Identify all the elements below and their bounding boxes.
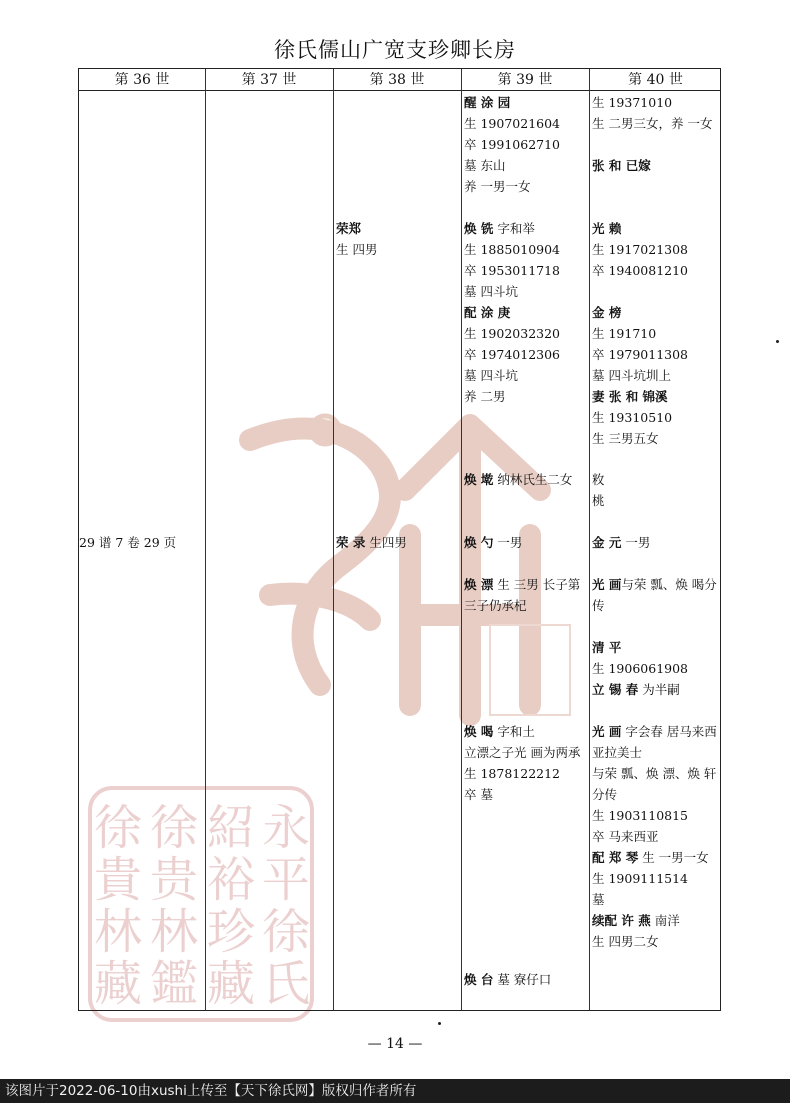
entry-text: 生 19371010 <box>592 95 673 110</box>
person-entry-jinyuan <box>592 532 650 553</box>
person-name: 立 锡 春 <box>592 682 639 697</box>
svg-text:林: 林 <box>149 904 199 960</box>
person-note: 一男 <box>493 535 523 550</box>
entry-text: 墓 <box>592 892 605 907</box>
person-name: 荣 录 <box>336 535 366 550</box>
svg-text:林: 林 <box>93 904 143 960</box>
entry-line <box>592 469 605 490</box>
person-name: 焕 铣 <box>464 221 494 236</box>
entry-text: 卒 1974012306 <box>464 347 561 362</box>
entry-line <box>592 658 688 679</box>
entries-col39-top <box>464 92 560 407</box>
entry-line <box>592 637 688 658</box>
entry-text: 生 1878122212 <box>464 766 561 781</box>
person-note: 一男 <box>621 535 651 550</box>
entry-text: 敉 <box>592 472 605 487</box>
person-name: 配 郑 琴 <box>592 850 639 865</box>
entry-line <box>592 386 688 407</box>
entry-text: 卒 1991062710 <box>464 137 561 152</box>
entry-line <box>464 197 560 218</box>
entry-line <box>464 344 560 365</box>
person-name: 光 赖 <box>592 221 622 236</box>
person-note: 墓 寮仔口 <box>493 972 552 987</box>
entry-text: 字和举 <box>493 221 535 236</box>
page-title: 徐氏儒山广宽支珍卿长房 <box>274 38 516 62</box>
svg-text:氏: 氏 <box>261 956 311 1012</box>
svg-text:徐: 徐 <box>261 904 311 960</box>
entry-line <box>592 847 720 868</box>
entry-text: 桃 <box>592 493 605 508</box>
entry-text: 生 1907021604 <box>464 116 561 131</box>
person-name-rongzheng: 荣郑 <box>336 221 362 236</box>
entries-col40-b <box>592 218 688 449</box>
header-generation-37: 第 37 世 <box>241 72 297 88</box>
entry-line <box>464 763 588 784</box>
entry-line <box>592 218 688 239</box>
entry-line <box>592 113 712 134</box>
entry-line <box>464 386 560 407</box>
person-name: 光 画 <box>592 724 622 739</box>
scan-speck <box>438 1022 441 1025</box>
entry-line <box>592 889 720 910</box>
person-name: 配 涂 庚 <box>464 305 511 320</box>
entry-line <box>592 155 712 176</box>
entry-text: 生 1885010904 <box>464 242 561 257</box>
svg-text:徐: 徐 <box>149 800 199 856</box>
entry-line <box>464 155 560 176</box>
entry-line <box>464 113 560 134</box>
svg-text:徐: 徐 <box>93 800 143 856</box>
entry-text: 生 二男三女，养 一女 <box>592 116 713 131</box>
entry-line <box>592 302 688 323</box>
header-generation-38: 第 38 世 <box>369 72 425 88</box>
entry-line <box>464 260 560 281</box>
person-entry-huanwei <box>464 469 572 490</box>
person-name: 张 和 已嫁 <box>592 158 651 173</box>
entry-text: 为半嗣 <box>638 682 680 697</box>
entry-line <box>592 805 720 826</box>
entry-line <box>464 365 560 386</box>
entry-text: 卒 墓 <box>464 787 493 802</box>
person-name: 焕 漂 <box>464 577 494 592</box>
entry-line <box>592 868 720 889</box>
person-name: 焕 台 <box>464 972 494 987</box>
entry-line <box>464 218 560 239</box>
entry-line <box>592 92 712 113</box>
scan-speck <box>776 340 779 343</box>
svg-text:藏: 藏 <box>93 956 143 1012</box>
entry-text: 南洋 <box>650 913 680 928</box>
person-name: 清 平 <box>592 640 622 655</box>
svg-text:裕: 裕 <box>206 852 256 908</box>
svg-text:紹: 紹 <box>206 800 256 856</box>
entry-text: 与荣 瓢、焕 漂、焕 轩分传 <box>592 766 717 802</box>
entry-text: 生 191710 <box>592 326 657 341</box>
person-entry-huanpiao <box>464 574 588 616</box>
entries-col40-a <box>592 92 712 176</box>
entry-text: 卒 马来西亚 <box>592 829 659 844</box>
entry-line <box>464 721 588 742</box>
header-divider <box>79 90 720 91</box>
entry-text: 生 1902032320 <box>464 326 561 341</box>
entry-text: 卒 1953011718 <box>464 263 561 278</box>
svg-text:貴: 貴 <box>93 852 143 908</box>
entry-line <box>592 428 688 449</box>
entry-text: 墓 东山 <box>464 158 506 173</box>
svg-text:平: 平 <box>261 852 311 908</box>
svg-text:珍: 珍 <box>206 904 256 960</box>
entry-line <box>592 721 720 763</box>
entry-line <box>592 323 688 344</box>
entry-text: 字会春 居马来西亚拉美士 <box>592 724 717 760</box>
entry-line <box>592 826 720 847</box>
entries-col39-huanhe <box>464 721 588 805</box>
genealogy-reference: 29 谱 7 卷 29 页 <box>79 535 177 550</box>
entry-line <box>464 323 560 344</box>
entry-text: 生 19310510 <box>592 410 673 425</box>
entry-line <box>592 931 720 952</box>
entry-line <box>592 281 688 302</box>
entry-line <box>464 176 560 197</box>
person-name: 焕 喝 <box>464 724 494 739</box>
entry-text: 字和土 <box>493 724 535 739</box>
header-generation-40: 第 40 世 <box>628 72 683 88</box>
entry-line <box>464 134 560 155</box>
entry-text: 卒 1979011308 <box>592 347 689 362</box>
person-name: 金 元 <box>592 535 622 550</box>
entry-text: 卒 1940081210 <box>592 263 689 278</box>
entry-line <box>592 260 688 281</box>
entry-line <box>592 763 720 805</box>
svg-text:藏: 藏 <box>206 956 256 1012</box>
entries-col40-c <box>592 469 605 511</box>
person-name: 焕 勺 <box>464 535 494 550</box>
person-entry-guanghua-a <box>592 574 720 616</box>
entry-text: 墓 四斗坑 <box>464 368 518 383</box>
person-note: 生四男 <box>369 535 407 550</box>
entry-text: 生 四男二女 <box>592 934 659 949</box>
person-name: 妻 张 和 锦溪 <box>592 389 668 404</box>
entries-col40-e <box>592 721 720 952</box>
entry-text: 墓 四斗坑 <box>464 284 518 299</box>
person-name: 醒 涂 园 <box>464 95 511 110</box>
header-generation-36: 第 36 世 <box>114 72 170 88</box>
entry-line <box>464 784 588 805</box>
person-entry-huanshao <box>464 532 522 553</box>
entries-col40-d <box>592 637 688 700</box>
person-name: 续配 许 燕 <box>592 913 651 928</box>
entry-line <box>464 92 560 113</box>
person-note: 生 三男 长子第三子仍承杞 <box>464 577 581 613</box>
person-note: 与荣 瓢、焕 喝分传 <box>592 577 717 613</box>
column-divider <box>205 69 206 1010</box>
entry-line <box>592 407 688 428</box>
entry-line <box>464 281 560 302</box>
upload-banner: 该图片于2022-06-10由xushi上传至【天下徐氏网】版权归作者所有 <box>0 1079 790 1103</box>
svg-text:贵: 贵 <box>149 852 199 908</box>
person-note: 生 四男 <box>336 242 378 257</box>
entry-text: 养 二男 <box>464 389 506 404</box>
entry-text: 墓 四斗坑圳上 <box>592 368 671 383</box>
entry-text: 养 一男一女 <box>464 179 531 194</box>
person-name: 焕 墘 <box>464 472 494 487</box>
header-generation-39: 第 39 世 <box>497 72 553 88</box>
column-divider <box>461 69 462 1010</box>
entry-line <box>592 910 720 931</box>
entry-line <box>592 239 688 260</box>
svg-text:永: 永 <box>261 800 311 856</box>
entry-text: 生 1903110815 <box>592 808 689 823</box>
entry-text: 生 1909111514 <box>592 871 689 886</box>
entry-line <box>592 134 712 155</box>
page-number: — 14 — <box>367 1036 423 1052</box>
column-divider <box>333 69 334 1010</box>
entry-text: 生 一男一女 <box>638 850 709 865</box>
person-note: 纳林氏生二女 <box>493 472 573 487</box>
entry-text: 生 1917021308 <box>592 242 689 257</box>
entry-line <box>592 490 605 511</box>
entry-line <box>592 344 688 365</box>
person-entry-ronglu <box>336 532 407 553</box>
entry-line <box>592 679 688 700</box>
svg-text:鑑: 鑑 <box>149 956 199 1012</box>
entry-line <box>464 239 560 260</box>
entry-text: 生 三男五女 <box>592 431 659 446</box>
entry-text: 生 1906061908 <box>592 661 689 676</box>
entry-line <box>592 365 688 386</box>
genealogy-table <box>78 68 721 1011</box>
person-name: 金 榜 <box>592 305 622 320</box>
entry-text: 立漂之子光 画为两承 <box>464 745 581 760</box>
person-entry-huantai <box>464 969 551 990</box>
entry-line <box>464 302 560 323</box>
entry-line <box>464 742 588 763</box>
person-name: 光 画 <box>592 577 622 592</box>
column-divider <box>589 69 590 1010</box>
